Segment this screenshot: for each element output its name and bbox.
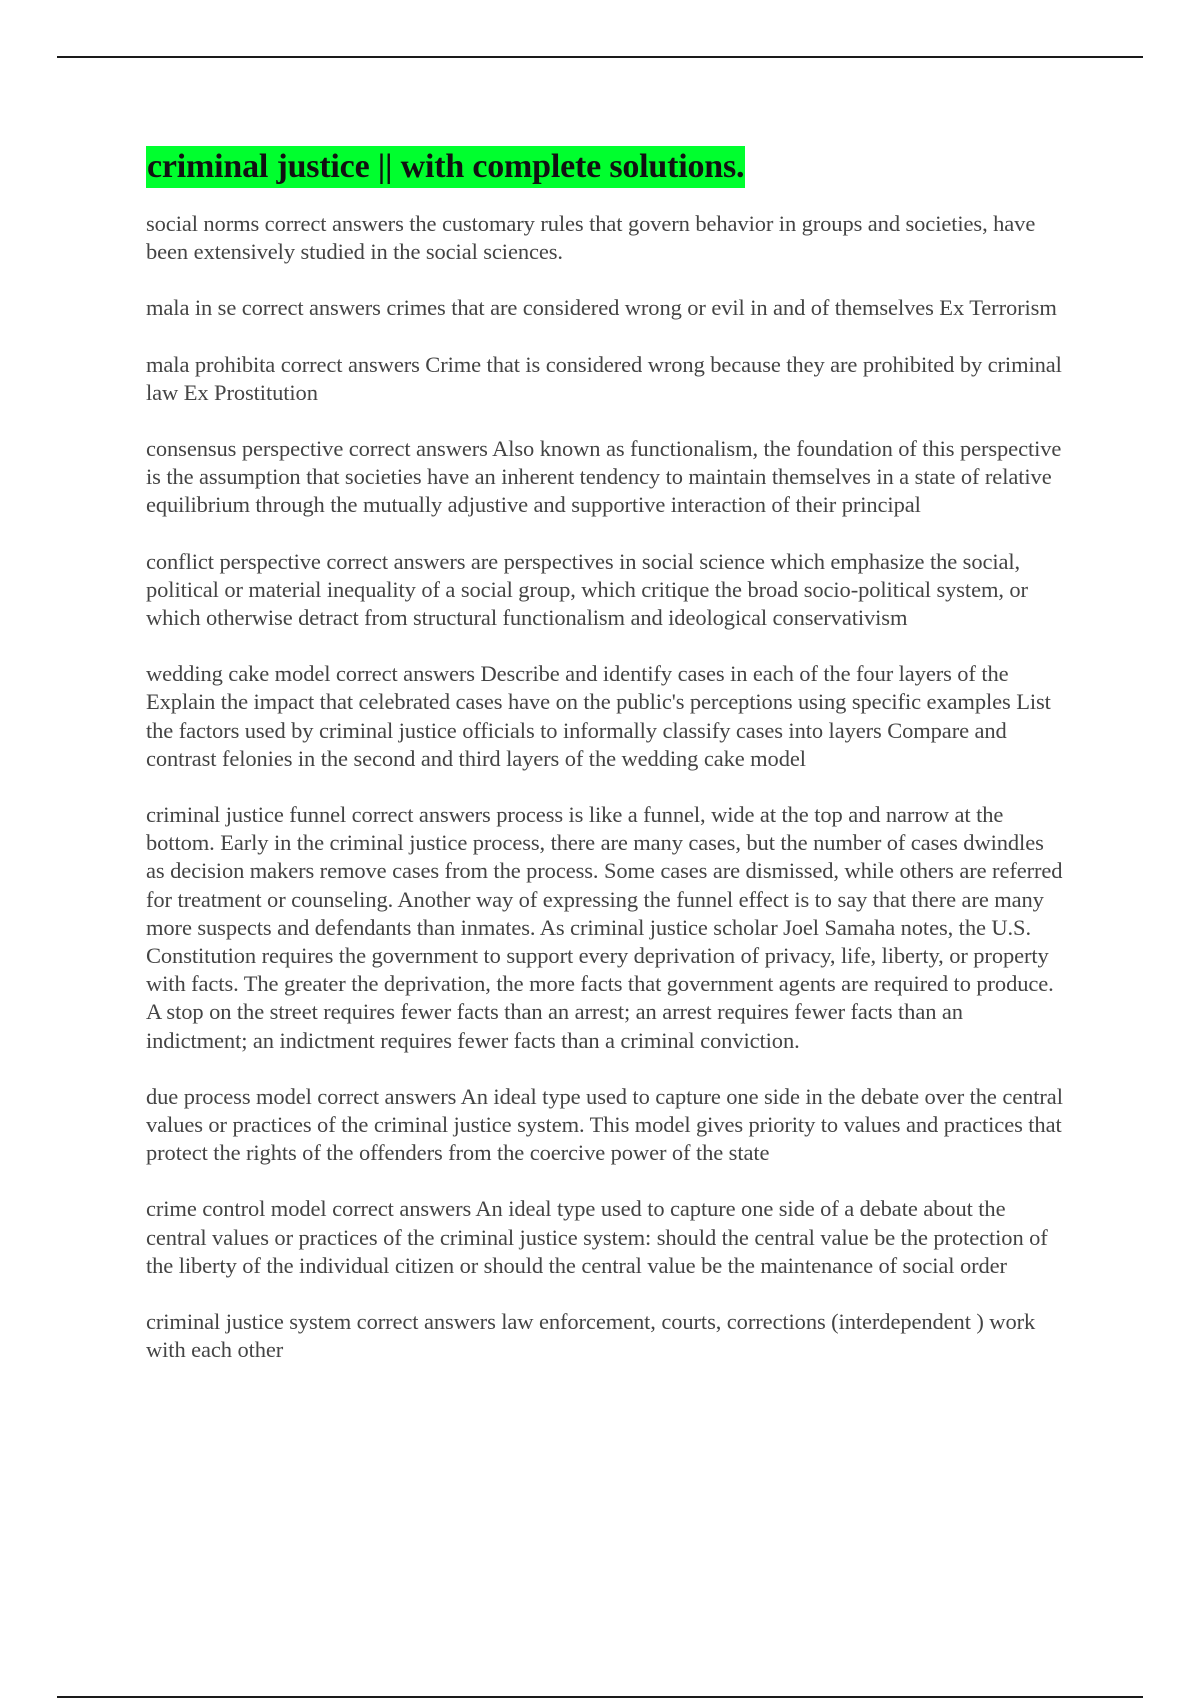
definition-entry-criminal-justice-system: criminal justice system correct answers law enforcement, courts, corrections (interdependent ) work with each other (146, 1309, 1036, 1363)
definition-entry-mala-in-se: mala in se correct answers crimes that are considered wrong or evil in and of themselves Ex Terrorism (146, 295, 1057, 321)
definition-entry-criminal-justice-funnel: criminal justice funnel correct answers process is like a funnel, wide at the top and narrow at the bottom. Early in the criminal justice process, there are many cases, but the number of cases dwindles as decision makers remove cases from the process. Some cases are dismissed, while others are referred for treatment or counseling. Another way of expressing the funnel effect is to say that there are many more suspects and defendants than inmates. As criminal justice scholar Joel Samaha notes, the U.S. Constitution requires the government to support every deprivation of privacy, life, liberty, or property with facts. The greater the deprivation, the more facts that government agents are required to produce. A stop on the street requires fewer facts than an arrest; an arrest requires fewer facts than an indictment; an indictment requires fewer facts than a criminal conviction. (146, 802, 1063, 1053)
definition-list (146, 210, 1066, 1365)
page-top-rule (57, 56, 1143, 58)
document-title: criminal justice || with complete solutions. (146, 146, 745, 188)
definition-entry-due-process-model: due process model correct answers An ideal type used to capture one side in the debate over the central values or practices of the criminal justice system. This model gives priority to values and practices that protect the rights of the offenders from the coercive power of the state (146, 1083, 1063, 1166)
document-body (146, 146, 1066, 1393)
definition-entry-consensus-perspective: consensus perspective correct answers Also known as functionalism, the foundation of this perspective is the assumption that societies have an inherent tendency to maintain themselves in a state of relative equilibrium through the mutually adjustive and supportive interaction of their principal (146, 436, 1062, 518)
definition-entry-crime-control-model: crime control model correct answers An ideal type used to capture one side of a debate about the central values or practices of the criminal justice system: should the central value be the protection of the liberty of the individual citizen or should the central value be the maintenance of social order (146, 1196, 1048, 1278)
page-bottom-rule (57, 1696, 1143, 1698)
definition-entry-conflict-perspective: conflict perspective correct answers are perspectives in social science which emphasize the social, political or material inequality of a social group, which critique the broad socio-political system, or which otherwise detract from structural functionalism and ideological conservativism (146, 548, 1028, 631)
definition-entry-social-norms: social norms correct answers the customary rules that govern behavior in groups and societies, have been extensively studied in the social sciences. (146, 211, 1036, 265)
definition-entry-mala-prohibita: mala prohibita correct answers Crime that is considered wrong because they are prohibited by criminal law Ex Prostitution (146, 351, 1062, 405)
definition-entry-wedding-cake-model: wedding cake model correct answers Describe and identify cases in each of the four layers of the Explain the impact that celebrated cases have on the public's perceptions using specific examples List the factors used by criminal justice officials to informally classify cases into layers Compare and contrast felonies in the second and third layers of the wedding cake model (146, 661, 1051, 771)
